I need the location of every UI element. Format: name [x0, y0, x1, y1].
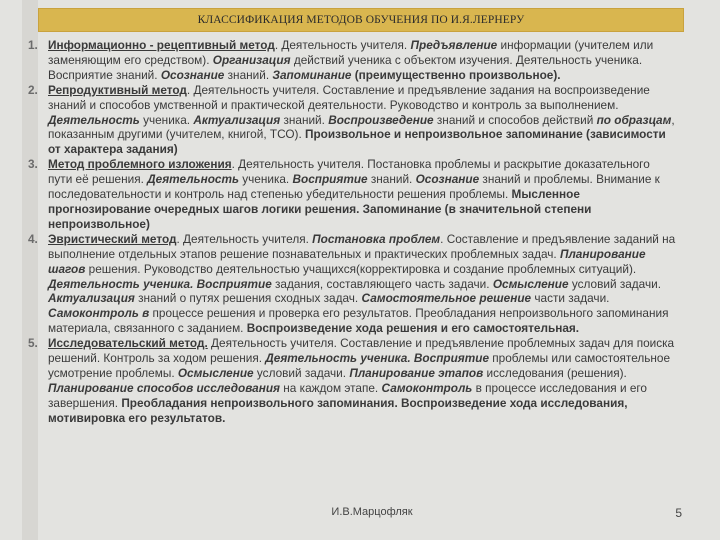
- method-name: Информационно - рецептивный метод: [48, 38, 275, 52]
- text-segment: , показанным другими (учителем, книгой, ТСО).: [48, 112, 675, 142]
- methods-content: [14, 38, 676, 528]
- keyword: Восприятие: [292, 172, 368, 187]
- item-number: 5.: [28, 336, 38, 351]
- text-segment: . Деятельность учителя. Постановка проблемы и раскрытие доказательного пути её решения.: [48, 157, 650, 187]
- text-segment: знаний и способов действий: [433, 112, 597, 127]
- text-segment: исследования (решения).: [483, 365, 627, 380]
- keyword: Предъявление: [410, 38, 498, 52]
- keyword: Постановка проблем: [312, 231, 441, 246]
- text-segment: проблемы или самостоятельное усмотрение проблемы.: [48, 351, 671, 380]
- item-number: 4.: [28, 231, 38, 246]
- title-bar: [38, 8, 684, 32]
- keyword: Самостоятельное решение: [361, 291, 532, 306]
- method-name: Исследовательский метод.: [48, 336, 208, 351]
- item-number: 1.: [28, 38, 38, 52]
- footer-author: И.В.Марцофляк: [331, 506, 413, 518]
- keyword: Деятельность: [147, 172, 239, 187]
- page-title: КЛАССИФИКАЦИЯ МЕТОДОВ ОБУЧЕНИЯ ПО И.Я.ЛЕРНЕРУ: [197, 14, 525, 26]
- item-number: 2.: [28, 82, 38, 97]
- text-segment-tail: Мысленное прогнозирование очередных шагов логики решения. Запоминание (в значительной степени непроизвольное): [48, 187, 592, 231]
- list-item-5: [14, 336, 676, 425]
- text-segment: знаний.: [280, 112, 329, 127]
- list-item-3: [14, 157, 676, 232]
- keyword: Воспроизведение: [328, 112, 434, 127]
- keyword: Деятельность: [48, 112, 140, 127]
- text-segment-tail: Преобладания непроизвольного запоминания. Воспроизведение хода исследования, мотивировка его результатов.: [48, 395, 628, 425]
- text-segment: . Составление и предъявление заданий на выполнение отдельных этапов решение познавательных и практических проблемных задач.: [48, 231, 676, 261]
- keyword: Осознание: [415, 172, 480, 187]
- method-name: Метод проблемного изложения: [48, 157, 232, 172]
- text-segment: знаний.: [224, 67, 273, 82]
- keyword: Запоминание: [272, 67, 352, 82]
- methods-list: [14, 38, 676, 426]
- text-segment: . Деятельность учителя. Составление и предъявление задания на воспроизведение знаний и способов умственной и практической деятельности. Руководство и контроль за выполнением.: [48, 82, 650, 112]
- keyword: Самоконтроль: [381, 380, 473, 395]
- text-segment: . Деятельность учителя.: [274, 38, 411, 52]
- text-segment: Деятельность учителя. Составление и предъявление проблемных задач для поиска решений. Контроль за ходом решения.: [48, 336, 675, 366]
- list-item-2: [14, 83, 676, 158]
- text-segment: в процессе исследования и его завершения.: [48, 380, 647, 410]
- text-segment: процессе решения и проверка его результатов. Преобладания непроизвольного запоминания материала, связанного с заданием.: [48, 306, 669, 336]
- text-segment: знаний о путях решения сходных задач.: [134, 291, 362, 306]
- list-item-4: [14, 232, 676, 336]
- keyword: по образцам: [596, 112, 672, 127]
- keyword: Организация: [212, 52, 291, 67]
- text-segment: части задачи.: [531, 291, 610, 306]
- keyword: Планирование этапов: [349, 365, 484, 380]
- list-item-1: [14, 38, 676, 83]
- keyword: Планирование шагов: [48, 246, 646, 276]
- text-segment: действий ученика с объектом изучения. Деятельность ученика. Восприятие знаний.: [48, 52, 643, 82]
- keyword: Осознание: [160, 67, 225, 82]
- text-segment: задания, составляющего часть задачи.: [271, 276, 493, 291]
- keyword: Актуализация: [48, 291, 135, 306]
- item-number: 3.: [28, 157, 38, 172]
- text-segment: ученика.: [139, 112, 194, 127]
- keyword: Деятельность ученика. Восприятие: [265, 351, 490, 366]
- text-segment-tail: Произвольное и непроизвольное запоминание (зависимости от характера задания): [48, 127, 666, 157]
- text-segment: информации (учителем или заменяющим его средством).: [48, 38, 654, 67]
- text-segment-tail: Воспроизведение хода решения и его самостоятельная.: [246, 321, 580, 336]
- text-segment: условий задачи.: [568, 276, 661, 291]
- method-name: Репродуктивный метод: [48, 82, 187, 97]
- keyword: Самоконтроль в: [48, 306, 150, 321]
- text-segment: на каждом этапе.: [280, 380, 382, 395]
- text-segment: знаний и проблемы. Внимание к последовательности и контроль над степенью убедительности решения проблемы.: [48, 172, 660, 202]
- text-segment: (преимущественно произвольное).: [351, 67, 561, 82]
- text-segment: условий задачи.: [253, 365, 350, 380]
- keyword: Актуализация: [193, 112, 281, 127]
- keyword: Деятельность ученика. Восприятие: [48, 276, 272, 291]
- page-number: 5: [675, 506, 682, 520]
- keyword: Осмысление: [177, 365, 254, 380]
- text-segment: . Деятельность учителя.: [176, 231, 313, 246]
- text-segment: ученика.: [238, 172, 293, 187]
- keyword: Планирование способов исследования: [48, 380, 281, 395]
- text-segment: решения. Руководство деятельностью учащихся(корректировка и создание проблемных ситуаций).: [85, 261, 637, 276]
- text-segment: знаний.: [367, 172, 416, 187]
- method-name: Эвристический метод: [48, 231, 177, 246]
- keyword: Осмысление: [492, 276, 569, 291]
